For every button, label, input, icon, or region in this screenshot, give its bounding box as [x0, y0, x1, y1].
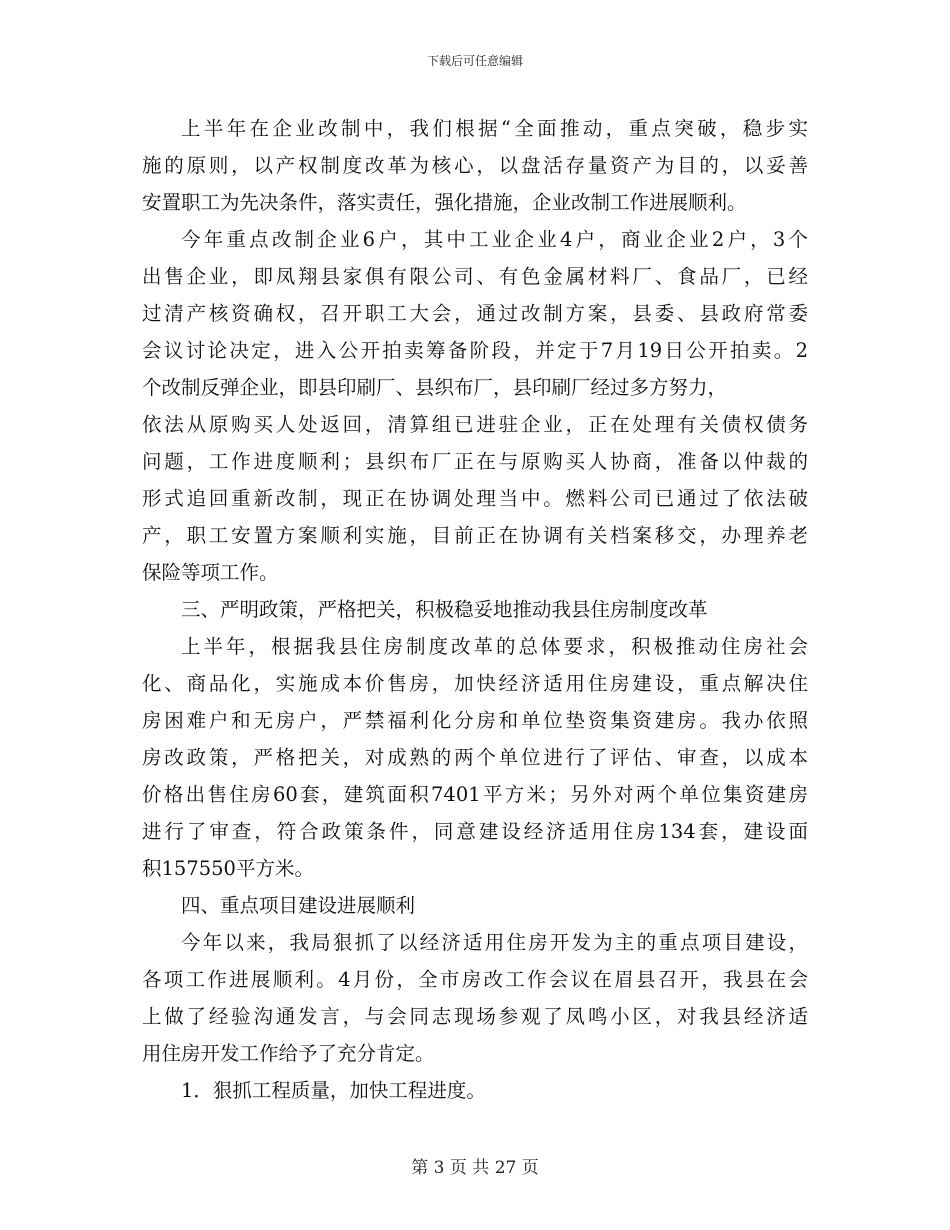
text-line: 今年重点改制企业6户，其中工业企业4户，商业企业2户，3个 — [181, 228, 808, 251]
text-line: 个改制反弹企业，即县印刷厂、县织布厂，县印刷厂经过多方努力， — [142, 376, 728, 399]
page-number-footer: 第 3 页 共 27 页 — [411, 1158, 539, 1178]
text-line: 出售企业，即凤翔县家俱有限公司、有色金属材料厂、食品厂，已经 — [142, 265, 808, 288]
text-line: 过清产核资确权，召开职工大会，通过改制方案，县委、县政府常委 — [142, 302, 808, 325]
text-line: 三、严明政策，严格把关，积极稳妥地推动我县住房制度改革 — [181, 598, 708, 621]
text-line: 上做了经验沟通发言，与会同志现场参观了凤鸣小区，对我县经济适 — [142, 1005, 808, 1028]
text-line: 上半年，根据我县住房制度改革的总体要求，积极推动住房社会 — [181, 635, 808, 658]
text-line: 价格出售住房60套，建筑面积7401平方米；另外对两个单位集资建房 — [142, 783, 808, 806]
text-line: 问题，工作进度顺利；县织布厂正在与原购买人协商，准备以仲裁的 — [142, 450, 808, 473]
text-line: 各项工作进展顺利。4月份，全市房改工作会议在眉县召开，我县在会 — [142, 968, 808, 991]
text-line: 安置职工为先决条件，落实责任，强化措施，企业改制工作进展顺利。 — [142, 191, 747, 214]
text-line: 进行了审查，符合政策条件，同意建设经济适用住房134套，建设面 — [142, 820, 808, 843]
text-line: 形式追回重新改制，现正在协调处理当中。燃料公司已通过了依法破 — [142, 487, 808, 510]
text-line: 上半年在企业改制中，我们根据“全面推动，重点突破，稳步实 — [181, 117, 808, 140]
text-line: 用住房开发工作给予了充分肯定。 — [142, 1042, 435, 1065]
text-line: 化、商品化，实施成本价售房，加快经济适用住房建设，重点解决住 — [142, 672, 808, 695]
text-line: 1．狠抓工程质量，加快工程进度。 — [181, 1079, 486, 1102]
page-header: 下载后可任意编辑 — [426, 54, 523, 68]
text-line: 会议讨论决定，进入公开拍卖筹备阶段，并定于7月19日公开拍卖。2 — [142, 339, 808, 362]
text-line: 依法从原购买人处返回，清算组已进驻企业，正在处理有关债权债务 — [142, 413, 808, 436]
text-line: 产，职工安置方案顺利实施，目前正在协调有关档案移交，办理养老 — [142, 524, 808, 547]
text-line: 保险等项工作。 — [142, 561, 279, 584]
text-line: 今年以来，我局狠抓了以经济适用住房开发为主的重点项目建设， — [181, 931, 808, 954]
text-line: 房困难户和无房户，严禁福利化分房和单位垫资集资建房。我办依照 — [142, 709, 808, 732]
text-line: 施的原则，以产权制度改革为核心，以盘活存量资产为目的，以妥善 — [142, 154, 808, 177]
document-body — [142, 110, 808, 1109]
text-line: 四、重点项目建设进展顺利 — [181, 894, 416, 917]
text-line: 房改政策，严格把关，对成熟的两个单位进行了评估、审查，以成本 — [142, 746, 808, 769]
text-line: 积157550平方米。 — [142, 857, 314, 880]
